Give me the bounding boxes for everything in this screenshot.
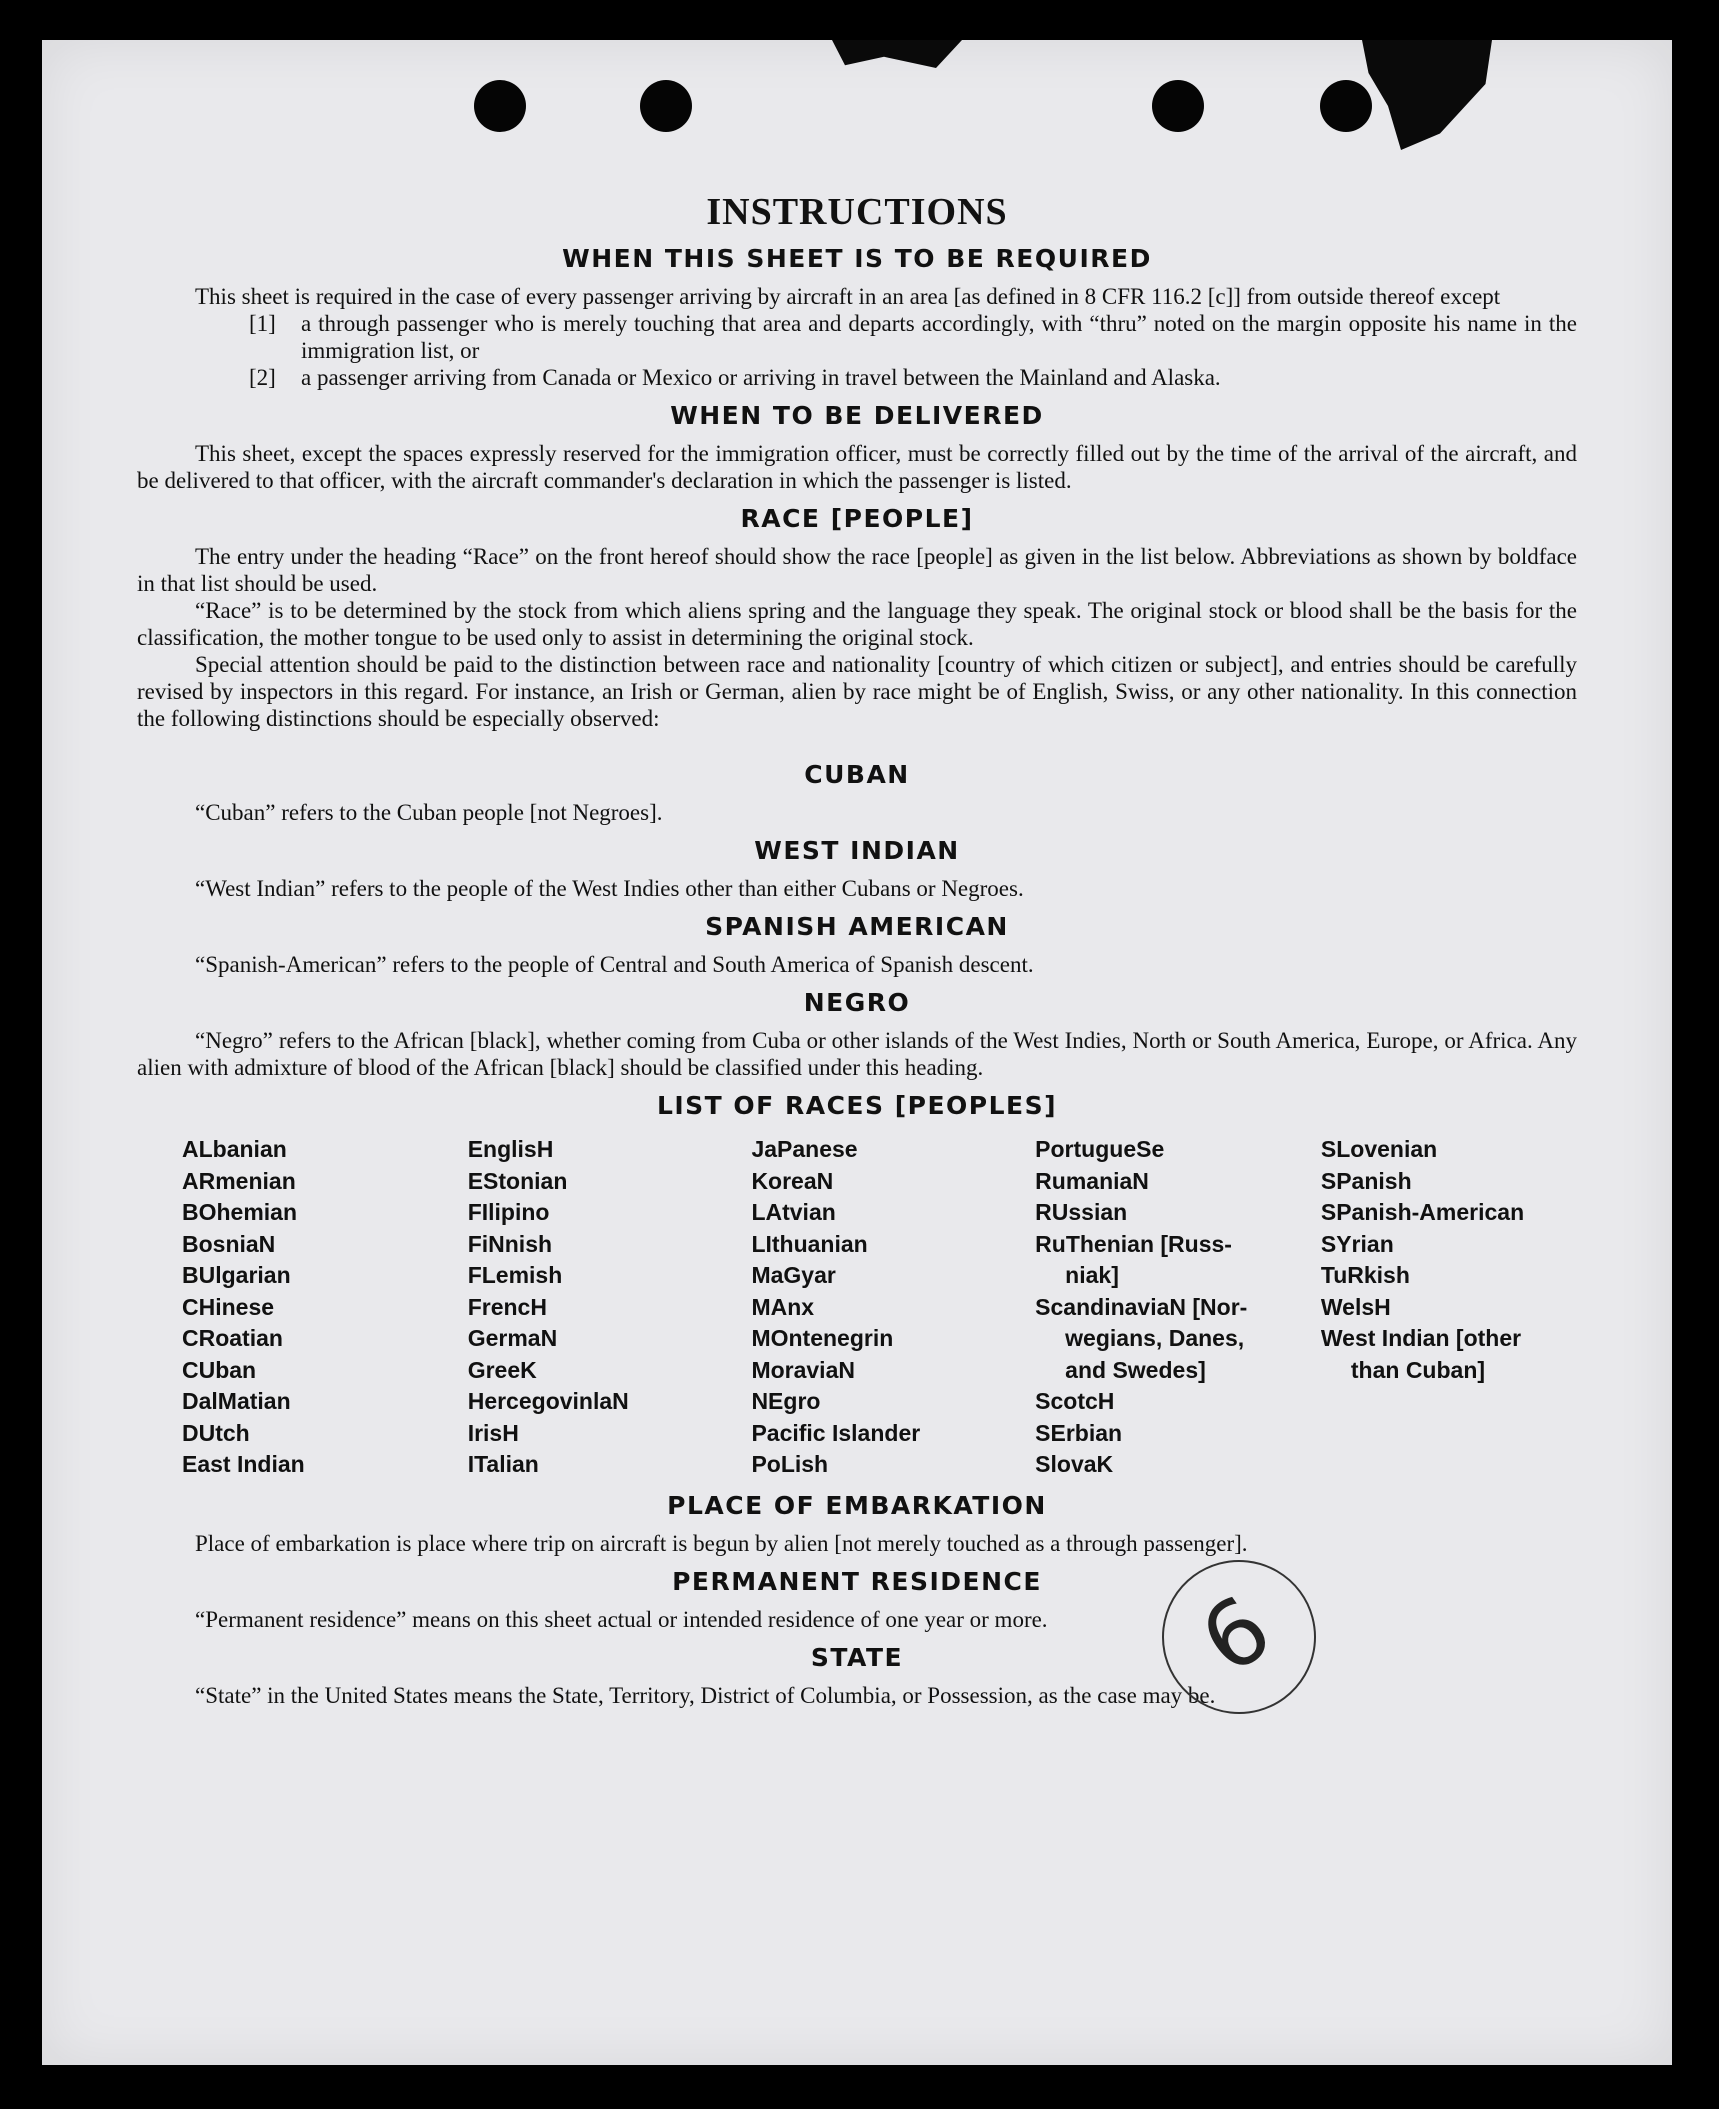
race-entry: West Indian [other	[1320, 1325, 1522, 1351]
page-title: INSTRUCTIONS	[706, 191, 1008, 233]
state-text: “State” in the United States means the State, Territory, District of Columbia, or Possession, as the case may be.	[195, 1682, 1216, 1708]
race-entry: TuRkish	[1320, 1262, 1410, 1288]
residence-text: “Permanent residence” means on this sheet actual or intended residence of one year or more.	[195, 1606, 1048, 1632]
race-entry: CRoatian	[182, 1325, 283, 1351]
race-entry: ITalian	[467, 1451, 539, 1477]
race-entry: ALbanian	[182, 1136, 287, 1162]
race-entry: MaGyar	[751, 1262, 836, 1288]
race-entry: BUlgarian	[182, 1262, 291, 1288]
race-entry: HercegovinlaN	[467, 1388, 629, 1414]
list-item	[137, 310, 1577, 364]
section-heading-state: STATE	[810, 1642, 904, 1672]
race-entry: DUtch	[182, 1419, 250, 1446]
race-entry: FLemish	[467, 1262, 563, 1288]
race-entry: NEgro	[751, 1388, 821, 1414]
delivered-text: This sheet, except the spaces expressly reserved for the immigration officer, must be correctly filled out by the time of the arrival of the aircraft, and be delivered to that officer, with the aircraft commander's declaration in which the passenger is listed.	[137, 441, 1577, 493]
race-entry: EStonian	[467, 1167, 568, 1194]
spanish-american-text: “Spanish-American” refers to the people of Central and South America of Spanish descent.	[195, 952, 1034, 977]
race-entry: MOntenegrin	[751, 1325, 894, 1351]
section-heading-list-of-races: LIST OF RACES [PEOPLES]	[656, 1091, 1058, 1120]
race-entry: SErbian	[1035, 1419, 1123, 1446]
race-entry: GermaN	[467, 1325, 558, 1351]
item-number: [2]	[249, 365, 276, 390]
race-entry: RUssian	[1035, 1199, 1128, 1225]
race-entry: niak]	[1065, 1262, 1119, 1288]
torn-edge	[1362, 40, 1492, 150]
section-heading-required: WHEN THIS SHEET IS TO BE REQUIRED	[562, 244, 1152, 273]
race-entry: GreeK	[467, 1356, 537, 1383]
race-entry: PoLish	[751, 1451, 829, 1477]
race-paragraph: The entry under the heading “Race” on the front hereof should show the race [people] as given in the list below. Abbreviations as shown by boldface in that list should be used.	[137, 544, 1577, 596]
punch-hole	[1152, 80, 1204, 132]
races-column	[468, 1134, 752, 1481]
race-entry: Pacific Islander	[751, 1419, 921, 1446]
race-entry: MoraviaN	[751, 1356, 855, 1383]
race-entry: SYrian	[1320, 1230, 1394, 1257]
race-entry: ARmenian	[182, 1167, 296, 1194]
race-entry: EnglisH	[467, 1136, 554, 1162]
race-entry: IrisH	[467, 1419, 519, 1446]
race-entry: RuThenian [Russ-	[1035, 1230, 1232, 1257]
race-entry: SPanish-American	[1320, 1199, 1525, 1225]
section-heading-residence: PERMANENT RESIDENCE	[672, 1566, 1042, 1596]
race-entry: ScotcH	[1035, 1388, 1115, 1414]
race-entry: RumaniaN	[1035, 1167, 1149, 1194]
section-heading-negro: NEGRO	[803, 988, 911, 1017]
race-entry: ScandinaviaN [Nor-	[1035, 1293, 1248, 1320]
west-indian-text: “West Indian” refers to the people of the West Indies other than either Cubans or Negroes.	[195, 876, 1024, 901]
negro-text: “Negro” refers to the African [black], whether coming from Cuba or other islands of the West Indies, North or South America, Europe, or Africa. Any alien with admixture of blood of the African [black] should be classified under this heading.	[137, 1028, 1577, 1080]
race-paragraph: Special attention should be paid to the distinction between race and nationality [country of which citizen or subject], and entries should be carefully revised by inspectors in this regard. For instance, an Irish or German, alien by race might be of English, Swiss, or any other nationality. In this connection the following distinctions should be especially observed:	[137, 652, 1577, 731]
race-entry: wegians, Danes,	[1065, 1325, 1245, 1351]
item-number: [1]	[249, 311, 276, 336]
races-column	[182, 1134, 468, 1481]
list-item	[137, 364, 1577, 391]
section-heading-race: RACE [PEOPLE]	[740, 504, 974, 533]
races-column	[751, 1134, 1035, 1481]
torn-edge	[832, 40, 962, 68]
race-entry: WelsH	[1320, 1293, 1391, 1320]
handwritten-number: 6	[1182, 1575, 1290, 1695]
race-entry: FrencH	[467, 1293, 547, 1320]
section-heading-spanish-american: SPANISH AMERICAN	[705, 912, 1009, 941]
section-heading-cuban: CUBAN	[804, 760, 910, 789]
punch-hole	[640, 80, 692, 132]
race-entry: FIlipino	[467, 1199, 550, 1225]
race-entry: PortugueSe	[1035, 1136, 1165, 1162]
race-entry: DalMatian	[182, 1388, 291, 1414]
races-column	[1035, 1134, 1321, 1481]
race-entry: CUban	[182, 1356, 257, 1383]
race-entry: SlovaK	[1035, 1451, 1114, 1477]
race-entry: East Indian	[182, 1451, 305, 1477]
race-entry: CHinese	[182, 1293, 275, 1320]
race-entry: KoreaN	[751, 1167, 834, 1194]
race-entry: and Swedes]	[1065, 1356, 1206, 1383]
race-entry: than Cuban]	[1350, 1356, 1486, 1383]
race-entry: MAnx	[751, 1293, 815, 1320]
section-heading-embarkation: PLACE OF EMBARKATION	[667, 1490, 1047, 1520]
race-entry: LAtvian	[751, 1199, 836, 1225]
race-entry: BosniaN	[182, 1230, 276, 1257]
race-entry: FiNnish	[467, 1230, 553, 1257]
embarkation-text: Place of embarkation is place where trip on aircraft is begun by alien [not merely touched as a through passenger].	[195, 1530, 1248, 1556]
race-paragraph: “Race” is to be determined by the stock from which aliens spring and the language they speak. The original stock or blood shall be the basis for the classification, the mother tongue to be used only to assist in determining the original stock.	[137, 598, 1577, 650]
punch-hole	[474, 80, 526, 132]
races-list	[137, 1134, 1577, 1481]
required-intro: This sheet is required in the case of every passenger arriving by aircraft in an area [as defined in 8 CFR 116.2 [c]] from outside thereof except	[195, 284, 1501, 309]
cuban-text: “Cuban” refers to the Cuban people [not Negroes].	[195, 800, 663, 825]
races-column	[1321, 1134, 1577, 1481]
item-text: a through passenger who is merely touching that area and departs accordingly, with “thru” noted on the margin opposite his name in the immigration list, or	[301, 311, 1577, 363]
section-heading-west-indian: WEST INDIAN	[754, 836, 960, 865]
item-text: a passenger arriving from Canada or Mexico or arriving in travel between the Mainland and Alaska.	[301, 365, 1221, 390]
document-page	[42, 40, 1672, 2065]
section-heading-delivered: WHEN TO BE DELIVERED	[670, 401, 1044, 430]
race-entry: SPanish	[1320, 1167, 1412, 1194]
document-body	[137, 150, 1577, 1709]
punch-hole	[1320, 80, 1372, 132]
race-entry: LIthuanian	[751, 1230, 868, 1257]
race-entry: JaPanese	[751, 1136, 858, 1162]
race-entry: BOhemian	[182, 1199, 298, 1225]
race-entry: SLovenian	[1320, 1136, 1438, 1162]
